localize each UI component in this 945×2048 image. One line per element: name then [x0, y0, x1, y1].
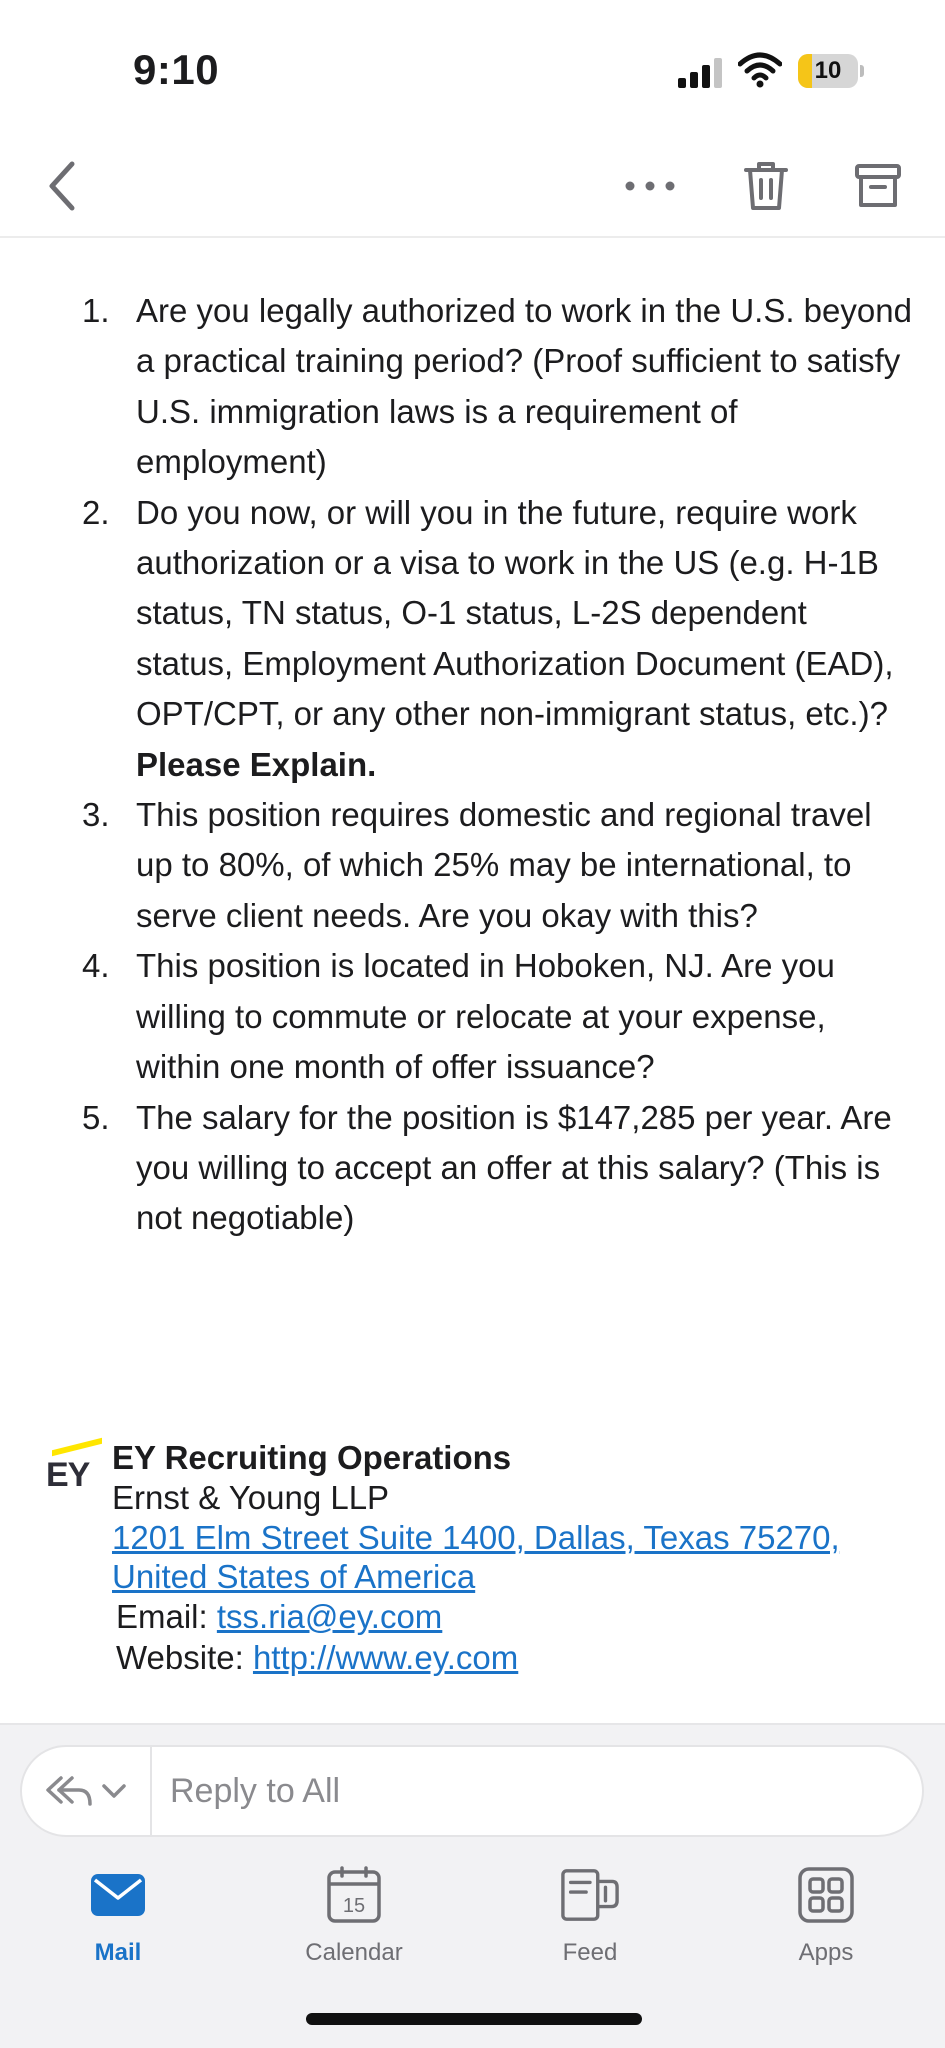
question-text: Do you now, or will you in the future, require work authorization or a visa to work in the US (e.g. H-1B status, TN status, O-1 status, L-2S dependent status, Employment Authorization Document (EAD), OPT/CPT, or any other non-immigrant status, etc.)? [136, 493, 894, 733]
message-toolbar [0, 130, 945, 238]
calendar-icon [326, 1866, 382, 1924]
more-horizontal-icon [622, 178, 678, 194]
email-body [0, 238, 945, 1723]
cellular-signal-icon [676, 56, 724, 88]
question-number: 3. [82, 796, 110, 834]
question-number: 1. [82, 292, 110, 329]
list-item [82, 488, 912, 790]
status-bar [0, 0, 945, 130]
reply-field-container [20, 1745, 924, 1837]
more-options-button[interactable] [618, 154, 682, 218]
calendar-icon-date: 15 [342, 1895, 366, 1917]
ey-logo [46, 1438, 98, 1498]
question-text: This position requires domestic and regional travel up to 80%, of which 25% may be international, to serve client needs. Are you okay with this? [136, 796, 872, 934]
battery-level: 10 [814, 57, 842, 84]
signature-website-line [112, 1637, 912, 1678]
reply-input[interactable] [170, 1747, 900, 1835]
question-number: 5. [82, 1098, 110, 1136]
website-label: Website: [116, 1639, 253, 1676]
back-button[interactable] [30, 154, 94, 218]
tab-calendar[interactable] [264, 1865, 444, 1975]
website-link[interactable]: http://www.ey.com [252, 1639, 519, 1676]
reply-mode-selector[interactable] [22, 1747, 152, 1835]
question-number: 4. [82, 947, 110, 985]
archive-button[interactable] [846, 154, 910, 218]
question-list [82, 286, 912, 1244]
question-text: This position is located in Hoboken, NJ. Are you willing to commute or relocate at your expense, within one month of offer issuance? [136, 947, 835, 1086]
email-link[interactable]: tss.ria@ey.com [216, 1598, 443, 1635]
ey-logo-beam [52, 1438, 102, 1456]
chevron-left-icon [42, 158, 82, 214]
reply-all-icon [45, 1774, 93, 1808]
tab-bar [0, 1843, 945, 2048]
mail-icon [89, 1872, 147, 1918]
battery-indicator [798, 54, 864, 88]
question-text: Are you legally authorized to work in the U.S. beyond a practical training period? (Proof sufficient to satisfy U.S. immigration laws is a requirement of employment) [136, 292, 912, 481]
question-emphasis: Please Explain. [136, 745, 377, 783]
feed-icon [560, 1867, 620, 1923]
delete-button[interactable] [734, 154, 798, 218]
tab-label-feed: Feed [562, 1939, 618, 1966]
tab-apps[interactable] [736, 1865, 916, 1975]
question-text: The salary for the position is $147,285 per year. Are you willing to accept an offer at this salary? (This is not negotiable) [136, 1098, 892, 1237]
home-indicator[interactable] [306, 2013, 642, 2025]
signature-details [112, 1438, 912, 1678]
tab-label-mail: Mail [94, 1939, 142, 1966]
ey-logo-text: EY [46, 1456, 90, 1494]
list-item [82, 1093, 912, 1244]
tab-label-apps: Apps [798, 1939, 854, 1966]
tab-feed[interactable] [500, 1865, 680, 1975]
email-label: Email: [116, 1598, 217, 1635]
reply-bar [0, 1723, 945, 1843]
archive-icon [854, 163, 902, 209]
signature-title: EY Recruiting Operations [112, 1439, 512, 1476]
list-item [82, 941, 912, 1092]
address-link[interactable]: 1201 Elm Street Suite 1400, Dallas, Texas 75270, United States of America [112, 1519, 840, 1595]
tab-label-calendar: Calendar [305, 1939, 403, 1966]
signature-email-line [112, 1596, 912, 1637]
tab-mail[interactable] [28, 1865, 208, 1975]
question-number: 2. [82, 493, 110, 531]
list-item [82, 790, 912, 941]
signature-company: Ernst & Young LLP [112, 1479, 390, 1516]
wifi-icon [738, 52, 782, 88]
status-time: 9:10 [133, 46, 220, 93]
list-item [82, 286, 912, 488]
trash-icon [742, 160, 790, 212]
apps-icon [798, 1867, 854, 1923]
chevron-down-icon [101, 1782, 127, 1800]
